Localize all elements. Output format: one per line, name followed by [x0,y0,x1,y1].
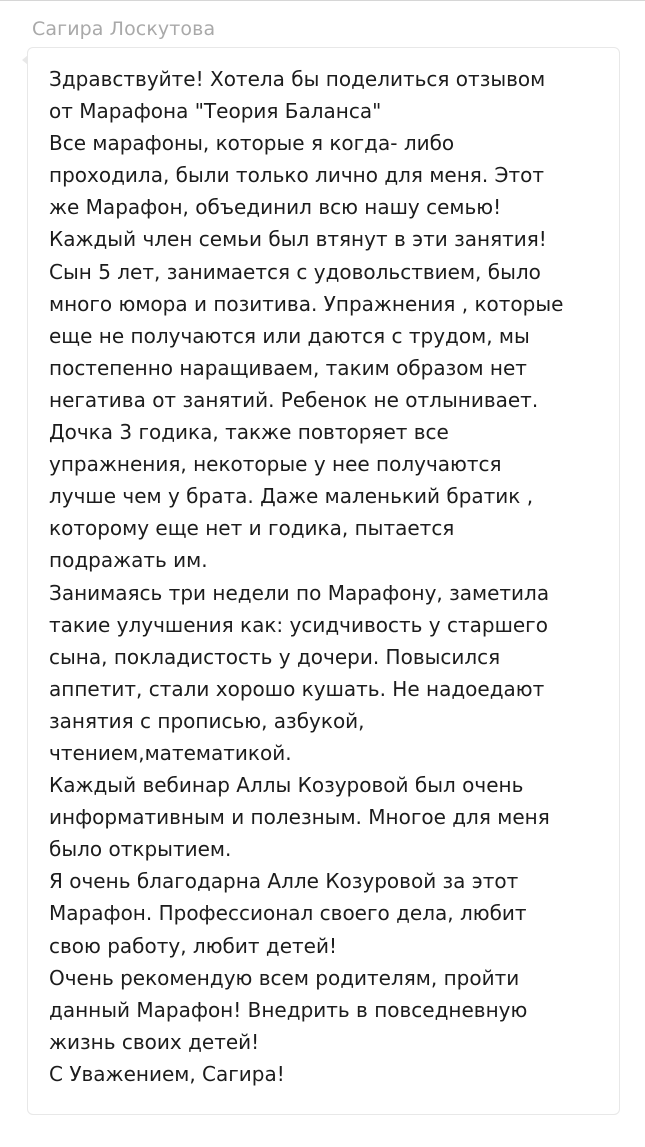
message-line: жизнь своих детей! [49,1029,260,1054]
message-line: Сын 5 лет, занимается с удовольствием, было [49,259,541,284]
message-line: проходила, были только лично для меня. Этот [49,163,545,188]
message-line: свою работу, любит детей! [49,933,337,958]
message-line: упражнения, некоторые у нее получаются [49,452,502,477]
message-line: С Уважением, Сагира! [49,1061,285,1086]
author-name[interactable]: Сагира Лоскутова [32,18,216,40]
message-line: Марафон. Профессионал своего дела, любит [49,901,527,926]
message-text [49,63,604,1090]
message-line: Дочка 3 годика, также повторяет все [49,420,449,445]
message-line: занятия с прописью, азбукой, [49,708,365,733]
message-line: еще не получаются или даются с трудом, мы [49,323,530,348]
message-line: Очень рекомендую всем родителям, пройти [49,965,520,990]
message-line: аппетит, стали хорошо кушать. Не надоедают [49,676,545,701]
message-line: Каждый член семьи был втянут в эти занятия! [49,227,547,252]
message-line: которому еще нет и годика, пытается [49,516,455,541]
message-line: же Марафон, объединил всю нашу семью! [49,195,502,220]
message-line: Я очень благодарна Алле Козуровой за этот [49,869,519,894]
message-line: сына, покладистость у дочери. Повысился [49,644,501,669]
message-line: Здравствуйте! Хотела бы поделиться отзывом [49,67,546,91]
message-line: информативным и полезным. Многое для меня [49,805,550,830]
message-line: Все марафоны, которые я когда- либо [49,131,455,156]
message-line: было открытием. [49,837,232,862]
message-line: подражать им. [49,548,208,573]
message-line: данный Марафон! Внедрить в повседневную [49,997,528,1022]
top-divider [0,0,645,1]
message-line: много юмора и позитива. Упражнения , которые [49,291,564,316]
message-line: лучше чем у брата. Даже маленький братик , [49,484,534,509]
message-line: Каждый вебинар Аллы Козуровой был очень [49,773,524,798]
message-line: от Марафона "Теория Баланса" [49,99,382,124]
message-line: негатива от занятий. Ребенок не отлынивает. [49,387,539,412]
message-line: постепенно наращиваем, таким образом нет [49,355,527,380]
message-line: такие улучшения как: усидчивость у старшего [49,612,548,637]
message-line: чтением,математикой. [49,740,292,765]
message-line: Занимаясь три недели по Марафону, заметила [49,580,550,605]
